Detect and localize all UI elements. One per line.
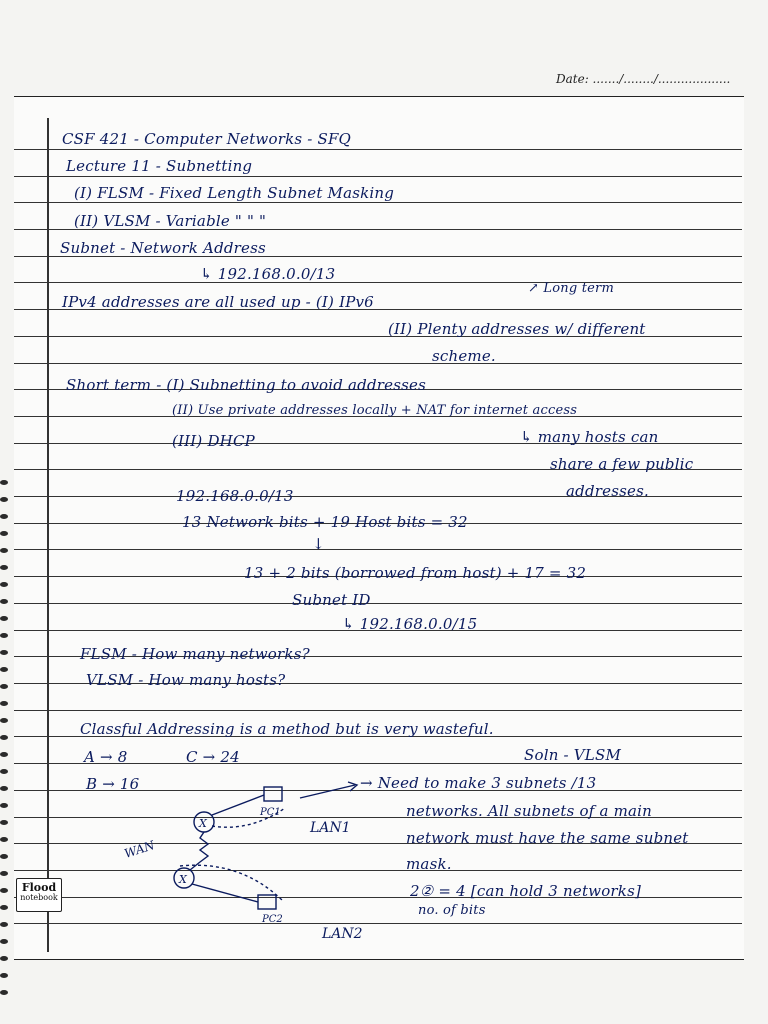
lan2-link: [192, 884, 258, 902]
dhcp-line: (III) DHCP: [172, 432, 255, 450]
wan-link: [190, 832, 208, 870]
wan-label: WAN: [122, 837, 157, 861]
lan1-link: [212, 795, 264, 815]
router-1-label: X: [199, 817, 207, 830]
plenty-line: (II) Plenty addresses w/ different: [388, 320, 646, 338]
pc1-label: PC1: [260, 807, 281, 818]
power-of-two: 2② = 4 [can hold 3 networks]: [410, 882, 642, 900]
need-subnets-line2: networks. All subnets of a main: [406, 802, 653, 820]
class-b: B → 16: [86, 775, 140, 793]
private-addresses-line: (II) Use private addresses locally + NAT for internet access: [172, 403, 578, 418]
ipv4-used-up: IPv4 addresses are all used up - (I) IPv6: [62, 293, 374, 311]
pointer-arrow: [300, 785, 355, 798]
pc1-icon: [264, 787, 282, 801]
need-subnets-line4: mask.: [406, 855, 452, 873]
router-2-label: X: [179, 873, 187, 886]
classful-line: Classful Addressing is a method but is very wasteful.: [80, 720, 494, 738]
vlsm-line: (II) VLSM - Variable " " ": [74, 212, 267, 230]
vlsm-question: VLSM - How many hosts?: [86, 671, 286, 689]
lecture-title: Lecture 11 - Subnetting: [66, 157, 253, 175]
borrowed-bits: 13 + 2 bits (borrowed from host) + 17 = 32: [244, 564, 587, 582]
date-label: Date: ......./......../...................: [556, 72, 731, 86]
new-cidr: ↳ 192.168.0.0/15: [342, 615, 478, 633]
number-of-bits: no. of bits: [418, 903, 486, 918]
long-term-note: ↗ Long term: [528, 281, 614, 296]
down-arrow: ↓: [312, 535, 325, 553]
brand-logo: Flood notebook: [16, 878, 62, 912]
solution-vlsm: Soln - VLSM: [524, 746, 621, 764]
addresses-note: addresses.: [566, 482, 649, 500]
subnet-id-label: Subnet ID: [292, 591, 371, 609]
pc2-label: PC2: [262, 914, 283, 925]
flsm-line: (I) FLSM - Fixed Length Subnet Masking: [74, 184, 395, 202]
bits-breakdown: 13 Network bits + 19 Host bits = 32: [182, 513, 468, 531]
share-note: share a few public: [550, 455, 694, 473]
subnet-example: ↳ 192.168.0.0/13: [200, 265, 336, 283]
cidr-example: 192.168.0.0/13: [176, 487, 294, 505]
need-subnets-line3: network must have the same subnet: [406, 829, 689, 847]
course-title: CSF 421 - Computer Networks - SFQ: [62, 130, 352, 148]
scheme-line: scheme.: [432, 347, 496, 365]
pc2-icon: [258, 895, 276, 909]
class-a: A → 8: [84, 748, 128, 766]
class-c: C → 24: [186, 748, 240, 766]
lan1-label: LAN1: [310, 820, 351, 836]
flsm-question: FLSM - How many networks?: [80, 645, 310, 663]
lan2-label: LAN2: [322, 926, 363, 942]
subnet-definition: Subnet - Network Address: [60, 239, 266, 257]
short-term-line: Short term - (I) Subnetting to avoid addresses: [66, 376, 427, 394]
need-subnets-line1: → Need to make 3 subnets /13: [360, 774, 597, 792]
many-hosts-note: ↳ many hosts can: [520, 428, 659, 446]
